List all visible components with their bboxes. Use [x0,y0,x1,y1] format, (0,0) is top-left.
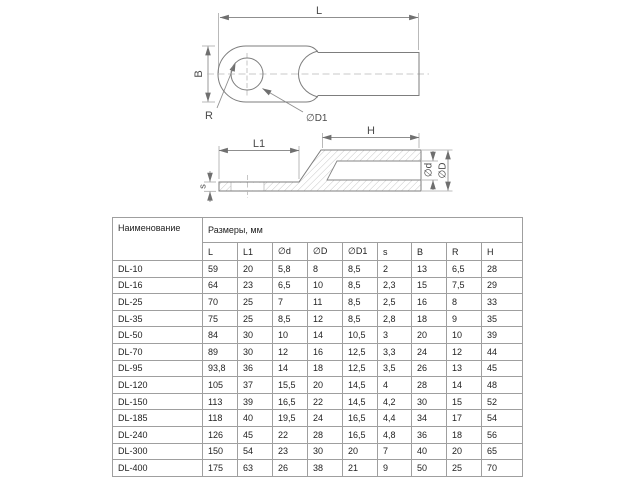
dim-label-B: B [193,70,205,78]
row-name: DL-150 [113,393,203,410]
dim-cell: 4 [378,377,412,394]
dim-cell: 12 [308,310,343,327]
dim-cell: 12,5 [343,360,378,377]
dim-cell: 126 [203,426,238,443]
dim-label-D1: ∅D1 [306,113,328,124]
column-header: ∅D [308,243,343,261]
table-header-name: Наименование [113,218,203,261]
dim-label-d: ∅d [423,162,435,178]
column-header: L1 [238,243,273,261]
dim-cell: 24 [412,343,447,360]
dim-cell: 8,5 [343,294,378,311]
dim-cell: 20 [412,327,447,344]
dim-cell: 4,8 [378,426,412,443]
dim-cell: 36 [412,426,447,443]
dim-cell: 48 [482,377,523,394]
dim-cell: 16,5 [273,393,308,410]
dim-cell: 8,5 [343,277,378,294]
dim-cell: 3,5 [378,360,412,377]
dim-cell: 39 [238,393,273,410]
dim-cell: 29 [482,277,523,294]
dim-cell: 9 [378,460,412,477]
table-row [113,393,523,410]
dim-cell: 4,2 [378,393,412,410]
dim-cell: 8,5 [343,261,378,278]
row-name: DL-300 [113,443,203,460]
dim-cell: 10 [447,327,482,344]
table-row [113,310,523,327]
column-header: s [378,243,412,261]
dim-cell: 56 [482,426,523,443]
dim-cell: 175 [203,460,238,477]
dim-cell: 2,8 [378,310,412,327]
dim-cell: 25 [238,310,273,327]
dim-cell: 24 [308,410,343,427]
table-row [113,327,523,344]
dim-cell: 18 [447,426,482,443]
row-name: DL-25 [113,294,203,311]
dim-cell: 64 [203,277,238,294]
dim-cell: 11 [308,294,343,311]
dim-cell: 59 [203,261,238,278]
column-header: R [447,243,482,261]
dim-cell: 23 [238,277,273,294]
dim-cell: 14 [447,377,482,394]
row-name: DL-10 [113,261,203,278]
dim-cell: 20 [308,377,343,394]
dim-cell: 22 [273,426,308,443]
dim-cell: 105 [203,377,238,394]
dim-cell: 35 [482,310,523,327]
row-name: DL-16 [113,277,203,294]
dim-cell: 10,5 [343,327,378,344]
dim-cell: 7 [378,443,412,460]
dim-cell: 19,5 [273,410,308,427]
dim-cell: 52 [482,393,523,410]
dim-cell: 15 [447,393,482,410]
row-name: DL-35 [113,310,203,327]
dim-label-D: ∅D [437,162,449,179]
dim-cell: 16,5 [343,410,378,427]
dim-cell: 54 [238,443,273,460]
dim-cell: 15 [412,277,447,294]
dim-cell: 6,5 [447,261,482,278]
table-row [113,410,523,427]
dim-label-H: H [367,125,375,137]
dim-cell: 18 [308,360,343,377]
dim-cell: 14 [273,360,308,377]
column-header: ∅D1 [343,243,378,261]
dim-cell: 16 [308,343,343,360]
dim-cell: 10 [308,277,343,294]
dim-cell: 8 [308,261,343,278]
dim-cell: 12 [447,343,482,360]
dim-cell: 28 [308,426,343,443]
dim-cell: 14,5 [343,393,378,410]
dim-cell: 44 [482,343,523,360]
dim-cell: 75 [203,310,238,327]
dim-cell: 17 [447,410,482,427]
dim-cell: 2,3 [378,277,412,294]
dim-label-s: s [197,184,209,189]
dim-cell: 7 [273,294,308,311]
top-view-drawing [193,5,429,124]
table-row [113,277,523,294]
dim-cell: 8,5 [273,310,308,327]
dim-cell: 65 [482,443,523,460]
dim-cell: 20 [238,261,273,278]
table-row [113,360,523,377]
row-name: DL-185 [113,410,203,427]
table-header-dims: Размеры, мм [203,218,523,243]
dim-cell: 39 [482,327,523,344]
dim-cell: 9 [447,310,482,327]
dim-cell: 30 [238,327,273,344]
dim-label-L: L [315,5,323,17]
dim-cell: 40 [412,443,447,460]
dim-cell: 4,4 [378,410,412,427]
lug-dimension-drawing [0,0,640,215]
row-name: DL-120 [113,377,203,394]
dim-cell: 22 [308,393,343,410]
dim-cell: 28 [482,261,523,278]
dim-cell: 15,5 [273,377,308,394]
dim-label-R: R [205,110,213,122]
table-header-row [113,218,523,243]
dim-cell: 113 [203,393,238,410]
dim-label-L1: L1 [252,138,266,150]
dim-cell: 12,5 [343,343,378,360]
table-row [113,343,523,360]
dim-cell: 20 [343,443,378,460]
table-row [113,460,523,477]
dim-cell: 10 [273,327,308,344]
dim-cell: 63 [238,460,273,477]
dim-cell: 70 [482,460,523,477]
dim-cell: 70 [203,294,238,311]
column-header: B [412,243,447,261]
row-name: DL-400 [113,460,203,477]
dim-cell: 21 [343,460,378,477]
table-row [113,443,523,460]
table-row [113,426,523,443]
dim-cell: 40 [238,410,273,427]
dim-cell: 26 [273,460,308,477]
dim-cell: 8,5 [343,310,378,327]
dim-cell: 30 [412,393,447,410]
table-body [113,261,523,477]
dim-cell: 18 [412,310,447,327]
dim-cell: 2 [378,261,412,278]
dim-cell: 8 [447,294,482,311]
dim-cell: 14,5 [343,377,378,394]
dim-cell: 30 [308,443,343,460]
dim-cell: 14 [308,327,343,344]
table-row [113,261,523,278]
table-row [113,377,523,394]
dim-cell: 33 [482,294,523,311]
dim-cell: 13 [447,360,482,377]
dim-cell: 118 [203,410,238,427]
dim-cell: 28 [412,377,447,394]
dim-cell: 7,5 [447,277,482,294]
dim-cell: 54 [482,410,523,427]
column-header: H [482,243,523,261]
row-name: DL-50 [113,327,203,344]
dim-cell: 23 [273,443,308,460]
dim-cell: 37 [238,377,273,394]
dim-cell: 3 [378,327,412,344]
dim-cell: 150 [203,443,238,460]
dim-cell: 30 [238,343,273,360]
dim-cell: 6,5 [273,277,308,294]
dim-cell: 13 [412,261,447,278]
dim-cell: 2,5 [378,294,412,311]
dim-cell: 20 [447,443,482,460]
dim-cell: 3,3 [378,343,412,360]
dim-cell: 36 [238,360,273,377]
dim-cell: 25 [238,294,273,311]
row-name: DL-95 [113,360,203,377]
dim-cell: 26 [412,360,447,377]
dim-cell: 84 [203,327,238,344]
row-name: DL-70 [113,343,203,360]
column-header: ∅d [273,243,308,261]
dim-cell: 93,8 [203,360,238,377]
dim-cell: 16,5 [343,426,378,443]
dimensions-table [112,217,523,477]
column-header: L [203,243,238,261]
dim-cell: 45 [238,426,273,443]
dim-cell: 38 [308,460,343,477]
dim-cell: 25 [447,460,482,477]
row-name: DL-240 [113,426,203,443]
dim-cell: 89 [203,343,238,360]
dim-cell: 45 [482,360,523,377]
dim-cell: 16 [412,294,447,311]
dim-cell: 50 [412,460,447,477]
side-view-drawing [198,125,453,202]
dim-cell: 5,8 [273,261,308,278]
dim-cell: 34 [412,410,447,427]
table-row [113,294,523,311]
dim-cell: 12 [273,343,308,360]
